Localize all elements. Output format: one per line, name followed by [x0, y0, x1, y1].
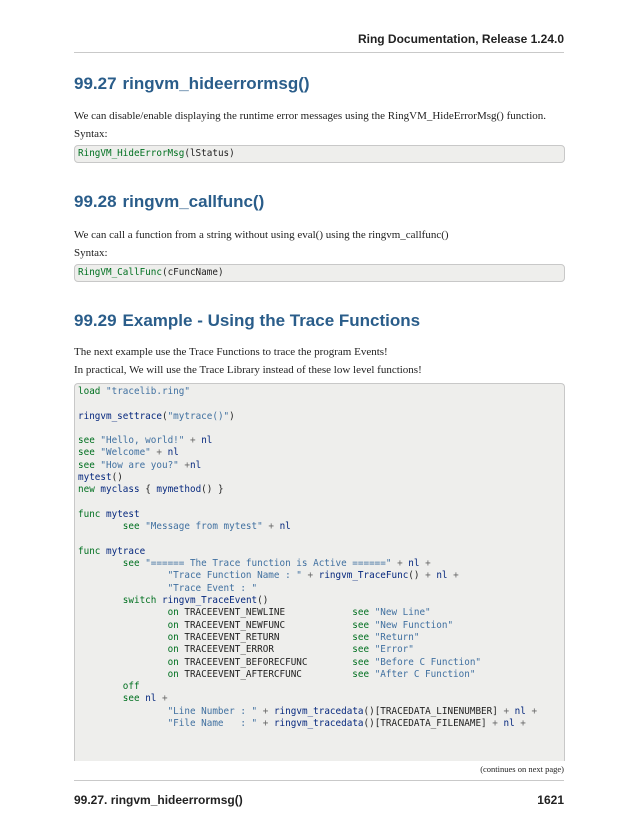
code-token: { [139, 484, 157, 496]
code-line [78, 472, 564, 484]
code-line [78, 706, 564, 718]
code-token: nl [201, 435, 213, 447]
code-token: switch [122, 595, 157, 607]
code-line [78, 484, 564, 496]
code-token: see [78, 435, 95, 447]
code-token: + [531, 705, 538, 717]
code-token [78, 607, 168, 618]
code-token: "tracelib.ring" [106, 386, 190, 397]
section-number: 99.28 [74, 192, 117, 211]
code-function: RingVM_CallFunc [78, 267, 162, 278]
code-token: see [78, 459, 95, 471]
code-token: on [167, 668, 179, 680]
code-token: + [307, 570, 314, 582]
code-token: TRACEEVENT_BEFORECFUNC [178, 656, 353, 668]
code-line [78, 718, 564, 730]
code-token: nl [190, 459, 202, 471]
code-token: load [78, 386, 101, 397]
code-token: ) [229, 410, 235, 422]
code-token: on [167, 607, 179, 619]
code-token: () [257, 595, 269, 607]
paragraph: We can call a function from a string without using eval() using the ringvm_callfunc() [74, 229, 449, 241]
code-token: on [167, 656, 179, 668]
code-token [78, 521, 123, 532]
section-number: 99.27 [74, 74, 117, 93]
code-token: + [453, 570, 459, 582]
code-line [78, 681, 564, 693]
example-code-block [74, 383, 565, 761]
code-line [78, 595, 564, 607]
code-token: "====== The Trace function is Active ======" [145, 558, 392, 570]
code-line [78, 447, 564, 459]
code-token: "mytrace()" [167, 410, 230, 422]
code-token: nl [145, 693, 157, 705]
section-number: 99.29 [74, 311, 117, 330]
paragraph: In practical, We will use the Trace Library instead of these low level functions! [74, 364, 422, 376]
code-line [78, 558, 564, 570]
code-token [78, 718, 168, 729]
code-token: "Before C Function" [374, 656, 482, 668]
code-token: see [352, 656, 370, 668]
code-token: ringvm_TraceFunc [318, 570, 409, 582]
code-token: () } [201, 484, 224, 496]
code-token: TRACEEVENT_NEWFUNC [178, 619, 353, 631]
code-token: "Error" [374, 644, 414, 656]
syntax-code-block [74, 264, 565, 282]
code-token: mymethod [156, 484, 202, 496]
code-token [78, 632, 168, 643]
code-token: see [122, 521, 140, 533]
code-token [78, 706, 168, 717]
code-token: ringvm_TraceEvent [161, 595, 258, 607]
code-args: (lStatus) [184, 148, 235, 159]
code-token: "Message from mytest" [145, 521, 263, 533]
code-line [78, 607, 564, 619]
code-token: see [352, 607, 370, 619]
code-token [78, 693, 123, 704]
code-line [78, 570, 564, 582]
code-token: see [352, 631, 370, 643]
code-token: "Line Number : " [167, 705, 258, 717]
code-line [78, 693, 564, 705]
code-token: "New Function" [374, 619, 454, 631]
code-token: + [520, 718, 526, 730]
code-token: + [262, 705, 269, 717]
code-token: ( [161, 410, 168, 422]
code-line [78, 435, 564, 447]
code-token: + [503, 705, 510, 717]
code-line [78, 534, 564, 546]
code-token: func [78, 508, 101, 520]
code-token [78, 595, 123, 606]
code-token: on [167, 644, 179, 656]
code-token: "File Name : " [167, 718, 258, 730]
code-token: nl [167, 447, 179, 459]
code-token: nl [408, 558, 420, 570]
code-token: "Return" [374, 631, 420, 643]
code-token: "After C Function" [374, 668, 476, 680]
code-line [78, 423, 564, 435]
section-title: Example - Using the Trace Functions [122, 311, 421, 330]
code-token: new [78, 484, 95, 496]
code-token: "How are you?" [100, 459, 179, 471]
code-line [78, 644, 564, 656]
code-token: "New Line" [374, 607, 431, 619]
code-token: see [352, 619, 370, 631]
code-token: TRACEEVENT_AFTERCFUNC [178, 668, 353, 680]
code-token: mytest [106, 508, 140, 520]
code-args: (cFuncName) [161, 267, 224, 278]
code-line [78, 632, 564, 644]
syntax-label: Syntax: [74, 128, 108, 140]
section-heading-99-28 [74, 192, 264, 212]
paragraph: The next example use the Trace Functions to trace the program Events! [74, 346, 388, 358]
code-line [78, 657, 564, 669]
code-token: see [122, 693, 140, 705]
code-token: + [262, 718, 269, 730]
code-line [78, 386, 564, 398]
footer-divider [74, 780, 564, 781]
section-title: ringvm_callfunc() [122, 192, 265, 211]
code-token: see [352, 668, 370, 680]
code-token: TRACEEVENT_ERROR [178, 644, 353, 656]
code-token: TRACEEVENT_NEWLINE [178, 607, 353, 619]
section-title: ringvm_hideerrormsg() [122, 74, 310, 93]
code-token: nl [436, 570, 448, 582]
code-token [78, 583, 168, 594]
code-token: func [78, 545, 101, 557]
code-function: RingVM_HideErrorMsg [78, 148, 185, 159]
code-token: + [425, 570, 431, 582]
header-divider [74, 52, 564, 53]
code-token: "Hello, world!" [100, 435, 185, 447]
code-line [78, 521, 564, 533]
code-token: + [156, 447, 162, 459]
code-token [78, 558, 123, 569]
code-line [78, 398, 564, 410]
syntax-label: Syntax: [74, 247, 108, 259]
code-token: + [425, 558, 431, 570]
code-token: off [122, 681, 140, 693]
code-token [78, 644, 168, 655]
code-line [78, 497, 564, 509]
paragraph: We can disable/enable displaying the runtime error messages using the RingVM_HideErrorMsg() function. [74, 110, 546, 122]
code-token: () [111, 472, 123, 484]
code-token: see [78, 447, 95, 459]
code-token: + [162, 693, 168, 705]
code-line [78, 509, 564, 521]
code-token: TRACEEVENT_RETURN [178, 631, 353, 643]
code-token: "Trace Event : " [167, 582, 258, 594]
code-token [78, 570, 168, 581]
code-token [78, 620, 168, 631]
syntax-code-block [74, 145, 565, 163]
code-token: "Trace Function Name : " [167, 570, 302, 582]
code-token: ()[TRACEDATA_FILENAME] [363, 718, 493, 730]
code-token: + [184, 459, 190, 471]
code-token: on [167, 631, 179, 643]
page-header: Ring Documentation, Release 1.24.0 [357, 32, 564, 46]
code-line [78, 583, 564, 595]
code-token: + [268, 521, 274, 533]
page-number: 1621 [537, 793, 564, 807]
code-line [78, 460, 564, 472]
footer-section-title: 99.27. ringvm_hideerrormsg() [74, 793, 243, 807]
section-heading-99-27 [74, 74, 310, 94]
code-token: nl [279, 521, 291, 533]
code-token: () [408, 570, 426, 582]
code-line [78, 669, 564, 681]
code-token [78, 669, 168, 680]
code-token: mytest [78, 472, 112, 484]
code-token: + [492, 718, 498, 730]
code-token: nl [514, 705, 526, 717]
code-line [78, 411, 564, 423]
continues-note: (continues on next page) [480, 764, 564, 774]
code-token: on [167, 619, 179, 631]
code-token: + [397, 558, 403, 570]
code-token: ringvm_settrace [78, 410, 162, 422]
code-token: + [189, 435, 196, 447]
section-heading-99-29 [74, 311, 420, 331]
code-token: mytrace [106, 545, 146, 557]
code-token [78, 681, 123, 692]
code-token: nl [503, 718, 515, 730]
code-token: ringvm_tracedata [273, 718, 364, 730]
code-token: see [352, 644, 370, 656]
code-token: ringvm_tracedata [273, 705, 364, 717]
code-token [78, 657, 168, 668]
code-token: ()[TRACEDATA_LINENUMBER] [363, 705, 504, 717]
code-token: "Welcome" [100, 447, 151, 459]
page-footer [74, 793, 564, 807]
code-token: see [122, 558, 140, 570]
code-line [78, 546, 564, 558]
code-line [78, 620, 564, 632]
code-token: myclass [100, 484, 140, 496]
